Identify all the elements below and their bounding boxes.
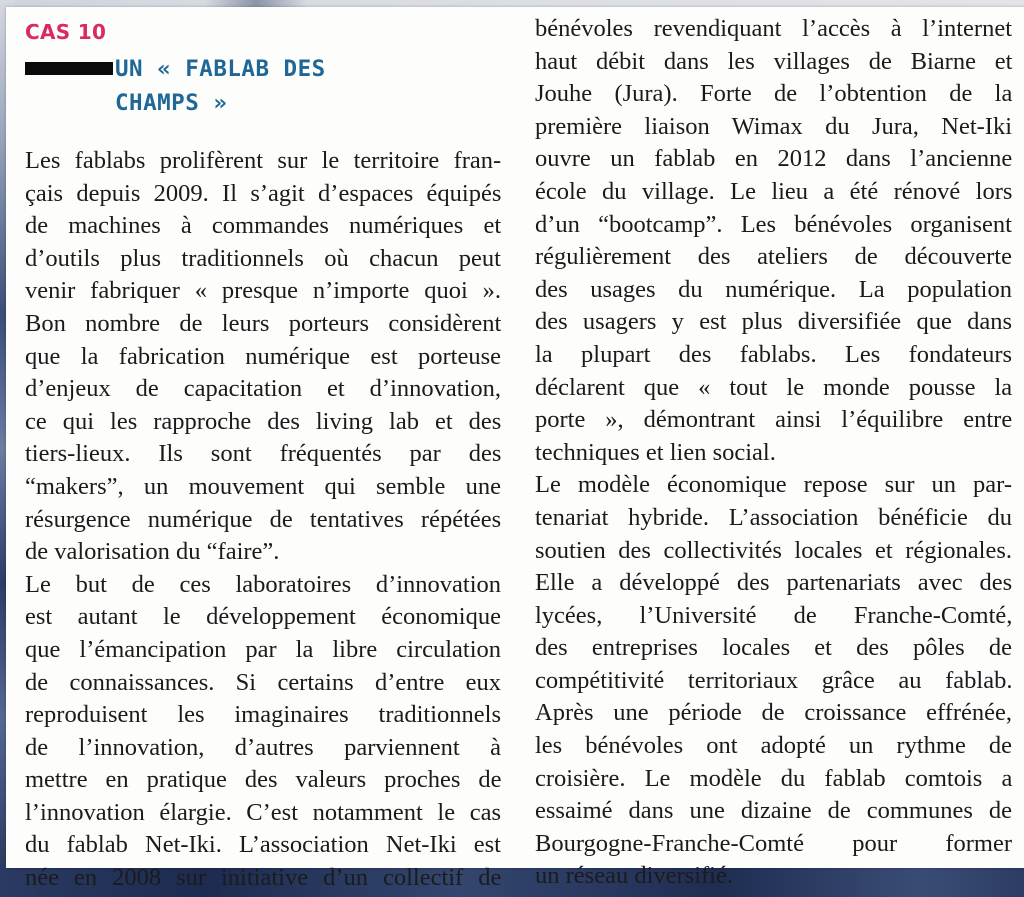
text-line: mettre en pratique des valeurs proches de [25, 766, 502, 794]
text-line: soutien des collectivités locales et régionales. [535, 536, 1012, 564]
text-line: école du village. Le lieu a été rénové lors [535, 177, 1013, 205]
text-line: la plupart des fablabs. Les fondateurs [535, 340, 1013, 368]
text-line: tiers-lieux. Ils sont fréquentés par des [25, 440, 502, 468]
text-line: venir fabriquer « presque n’importe quoi ». [25, 277, 501, 305]
text-line: techniques et lien social. [535, 438, 776, 466]
text-line: de valorisation du “faire”. [25, 538, 280, 566]
text-line: haut débit dans les villages de Biarne et [535, 47, 1013, 75]
text-line: que la fabrication numérique est porteuse [25, 342, 501, 370]
title-accent-bar [25, 62, 113, 75]
text-line: l’innovation élargie. C’est notamment le cas [25, 798, 501, 826]
document-page [6, 7, 1024, 892]
text-line: première liaison Wimax du Jura, Net-Iki [535, 112, 1012, 140]
text-line: lycées, l’Université de Franche-Comté, [535, 601, 1013, 629]
text-line: Bourgogne-Franche-Comté pour former [535, 829, 1012, 857]
text-line: déclarent que « tout le monde pousse la [535, 373, 1013, 401]
right-column [535, 15, 1012, 895]
title-line: CHAMPS » [115, 90, 228, 116]
paragraph [25, 571, 501, 897]
text-line: Elle a développé des partenariats avec des [535, 569, 1013, 597]
text-line: est autant le développement économique [25, 603, 501, 631]
text-line: des entreprises locales et des pôles de [535, 634, 1012, 662]
text-line: Le but de ces laboratoires d’innovation [25, 570, 502, 598]
page-title [115, 52, 326, 120]
text-line: des usagers y est plus diversifiée que dans [535, 308, 1012, 336]
text-line: Après une période de croissance effrénée, [535, 699, 1013, 727]
text-line: croisière. Le modèle du fablab comtois a [535, 764, 1013, 792]
text-line: les bénévoles ont adopté un rythme de [535, 732, 1012, 760]
text-line: ouvre un fablab en 2012 dans l’ancienne [535, 145, 1013, 173]
text-line: essaimé dans une dizaine de communes de [535, 797, 1012, 825]
text-line: Jouhe (Jura). Forte de l’obtention de la [535, 80, 1013, 108]
background-top [0, 0, 1024, 7]
text-line: un réseau diversifié. [535, 862, 733, 890]
text-line: des usages du numérique. La population [535, 275, 1012, 303]
paragraph [535, 471, 1012, 895]
text-line: Le modèle économique repose sur un par- [535, 471, 1012, 499]
text-line: née en 2008 sur initiative d’un collectif de [25, 864, 502, 892]
text-line: Les fablabs prolifèrent sur le territoire fran- [25, 147, 502, 174]
paragraph [535, 15, 1012, 471]
paragraph [25, 147, 501, 571]
text-line: “makers”, un mouvement qui semble une [25, 472, 501, 500]
text-line: d’outils plus traditionnels où chacun peut [25, 244, 501, 272]
text-line: d’un “bootcamp”. Les bénévoles organisent [535, 210, 1012, 238]
text-line: reproduisent les imaginaires traditionnels [25, 701, 501, 729]
text-line: de l’innovation, d’autres parviennent à [25, 733, 501, 761]
text-line: porte », démontrant ainsi l’équilibre entre [535, 406, 1013, 434]
text-line: çais depuis 2009. Il s’agit d’espaces équipés [25, 179, 502, 207]
text-line: tenariat hybride. L’association bénéficie du [535, 503, 1012, 531]
text-line: de machines à commandes numériques et [25, 212, 502, 240]
text-line: régulièrement des ateliers de découverte [535, 243, 1012, 271]
text-line: résurgence numérique de tentatives répétées [25, 505, 502, 533]
title-line: UN « FABLAB DES [115, 56, 326, 82]
text-line: Bon nombre de leurs porteurs considèrent [25, 309, 502, 337]
left-column [25, 147, 501, 897]
text-line: d’enjeux de capacitation et d’innovation, [25, 375, 501, 403]
case-label: CAS 10 [25, 20, 107, 44]
text-line: ce qui les rapproche des living lab et des [25, 407, 502, 435]
text-line: du fablab Net-Iki. L’association Net-Iki est [25, 831, 501, 859]
text-line: que l’émancipation par la libre circulation [25, 635, 501, 663]
text-line: de connaissances. Si certains d’entre eux [25, 668, 502, 696]
text-line: bénévoles revendiquant l’accès à l’internet [535, 15, 1013, 42]
text-line: compétitivité territoriaux grâce au fablab. [535, 666, 1013, 694]
